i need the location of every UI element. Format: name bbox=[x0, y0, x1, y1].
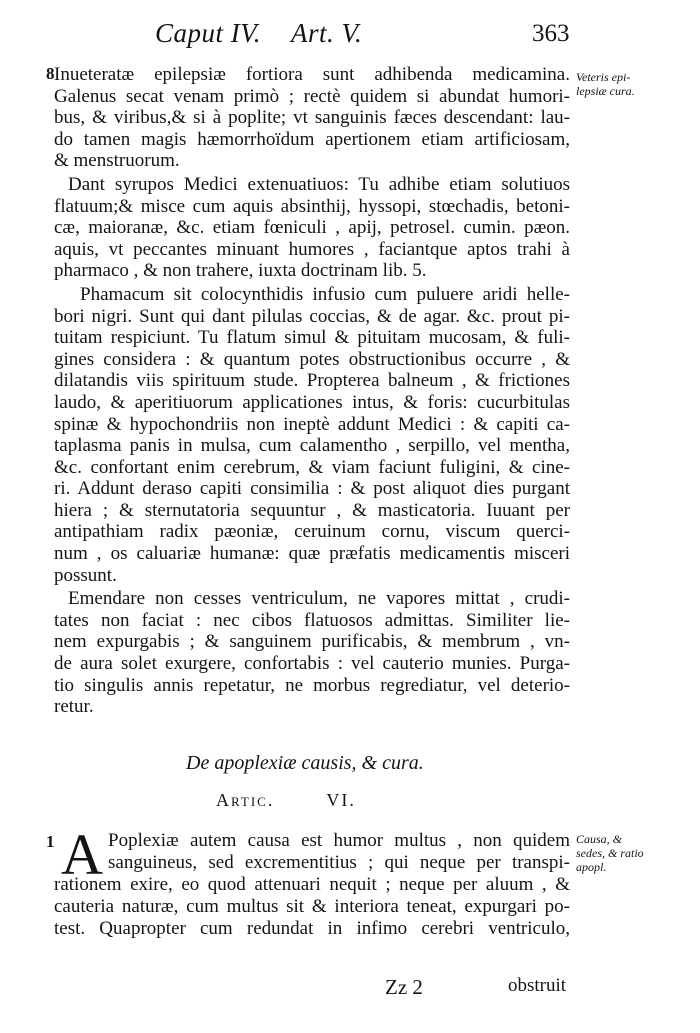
page-number: 363 bbox=[532, 20, 570, 47]
margin-number-8: 8 bbox=[46, 64, 55, 83]
text-line: Phamacum sit colocynthidis infusio cum puluere aridi helle- bbox=[80, 283, 570, 305]
text-line: aquis, vt peccantes minuant humores , faciantque aptos trahi à bbox=[54, 238, 570, 260]
margin-number-1: 1 bbox=[46, 832, 55, 851]
text-line: sanguineus, sed excrementitius ; qui neque per transpi- bbox=[108, 852, 570, 873]
catchword: obstruit bbox=[508, 975, 567, 996]
text-line: Dant syrupos Medici extenuatiuos: Tu adhibe etiam solutiuos bbox=[68, 173, 570, 195]
side-note-apoplexy bbox=[576, 832, 666, 874]
article-heading bbox=[216, 790, 356, 811]
running-head bbox=[155, 18, 362, 49]
text-line: hiera ; & sternutatoria sequuntur , & masticatoria. Iuuant per bbox=[54, 499, 570, 521]
article-label: Artic. bbox=[216, 790, 275, 810]
text-line: laudo, & aperitiuorum applicationes intus, & foris: cucurbitulas bbox=[54, 391, 570, 413]
side-note-epilepsy bbox=[576, 70, 666, 98]
text-line: cæ, maioranæ, &c. etiam fœniculi , apij, petrosel. cumin. pæon. bbox=[54, 217, 570, 239]
text-line: &c. confortant enim cerebrum, & viam faciunt fuligini, & cine- bbox=[54, 456, 570, 478]
text-line: nem expurgabis ; & sanguinem purificabis, & membrum , vn- bbox=[54, 631, 570, 653]
text-line: tio singulis annis repetatur, ne morbus regrediatur, vel deterio- bbox=[54, 674, 570, 696]
main-text bbox=[54, 64, 570, 718]
side-note-line: Causa, & bbox=[576, 832, 623, 846]
text-line: gines considera : & quantum potes obstructionibus occurre , & bbox=[54, 348, 570, 370]
drop-cap: A bbox=[61, 822, 103, 887]
side-note-line: lepsiæ cura. bbox=[576, 84, 635, 98]
text-line: bus, & viribus,& si à poplite; vt sanguinis fæces descendant: lau- bbox=[54, 107, 570, 129]
text-line: de aura solet exurgere, confortabis : vel cauterio munies. Purga- bbox=[54, 653, 570, 675]
text-line: possunt. bbox=[54, 564, 117, 586]
text-line: Galenus secat venam primò ; rectè quidem si abundat humori- bbox=[54, 85, 570, 107]
text-line: & menstruorum. bbox=[54, 150, 180, 172]
text-line: Poplexiæ autem causa est humor multus , non quidem bbox=[108, 830, 570, 851]
side-note-line: apopl. bbox=[576, 860, 607, 874]
article-number: VI. bbox=[326, 790, 356, 810]
page-header bbox=[0, 18, 700, 54]
text-line: Emendare non cesses ventriculum, ne vapores mittat , crudi- bbox=[68, 588, 570, 610]
text-line: dilatandis viis spirituum stude. Propterea balneum , & frictiones bbox=[54, 370, 570, 392]
text-line: do tamen magis hæmorrhoïdum apertionem etiam artificiosam, bbox=[54, 128, 570, 150]
text-line: retur. bbox=[54, 696, 94, 718]
section-title: De apoplexiæ causis, & cura. bbox=[186, 752, 424, 774]
side-note-line: sedes, & ratio bbox=[576, 846, 644, 860]
text-line: cauteria naturæ, cum multus sit & interiora teneat, expurgari po- bbox=[54, 896, 570, 917]
text-line: bori nigri. Sunt qui dant pilulas coccias, & de agar. &c. prout pi- bbox=[54, 305, 570, 327]
text-line: flatuum;& misce cum aquis absinthij, hyssopi, stœchadis, betoni- bbox=[54, 195, 570, 217]
text-line: tates non faciat : nec cibos flatuosos admittas. Similiter lie- bbox=[54, 609, 570, 631]
text-line: taplasma panis in mulsa, cum calamentho , serpillo, vel mentha, bbox=[54, 435, 570, 457]
text-line: test. Quapropter cum redundat in infimo cerebri ventriculo, bbox=[54, 918, 570, 939]
text-line: spinæ & hypochondriis non ineptè addunt Medici : & capiti ca- bbox=[54, 413, 570, 435]
text-line: num , os caluariæ humanæ: quæ præfatis medicamentis misceri bbox=[54, 543, 570, 565]
text-line: tuitam respiciunt. Tu flatum simul & pituitam mucosam, & fuli- bbox=[54, 327, 570, 349]
signature-mark: Zz 2 bbox=[385, 975, 423, 999]
text-line: rationem exire, eo quod attenuari nequit ; neque per aluum , & bbox=[54, 874, 570, 895]
running-head-chapter: Caput IV. bbox=[155, 18, 262, 48]
side-note-line: Veteris epi- bbox=[576, 70, 631, 84]
text-line: pharmaco , & non trahere, iuxta doctrinam lib. 5. bbox=[54, 260, 427, 282]
running-head-article: Art. V. bbox=[291, 18, 363, 48]
section-text-first bbox=[108, 830, 570, 874]
text-line: Inueteratæ epilepsiæ fortiora sunt adhibenda medicamina. bbox=[54, 64, 570, 85]
section-text-rest bbox=[54, 874, 570, 940]
text-line: ri. Addunt deraso capiti consimilia : & post aliquot dies purgant bbox=[54, 478, 570, 500]
text-line: antipathiam radix pæoniæ, ceruinum cornu, viscum querci- bbox=[54, 521, 570, 543]
